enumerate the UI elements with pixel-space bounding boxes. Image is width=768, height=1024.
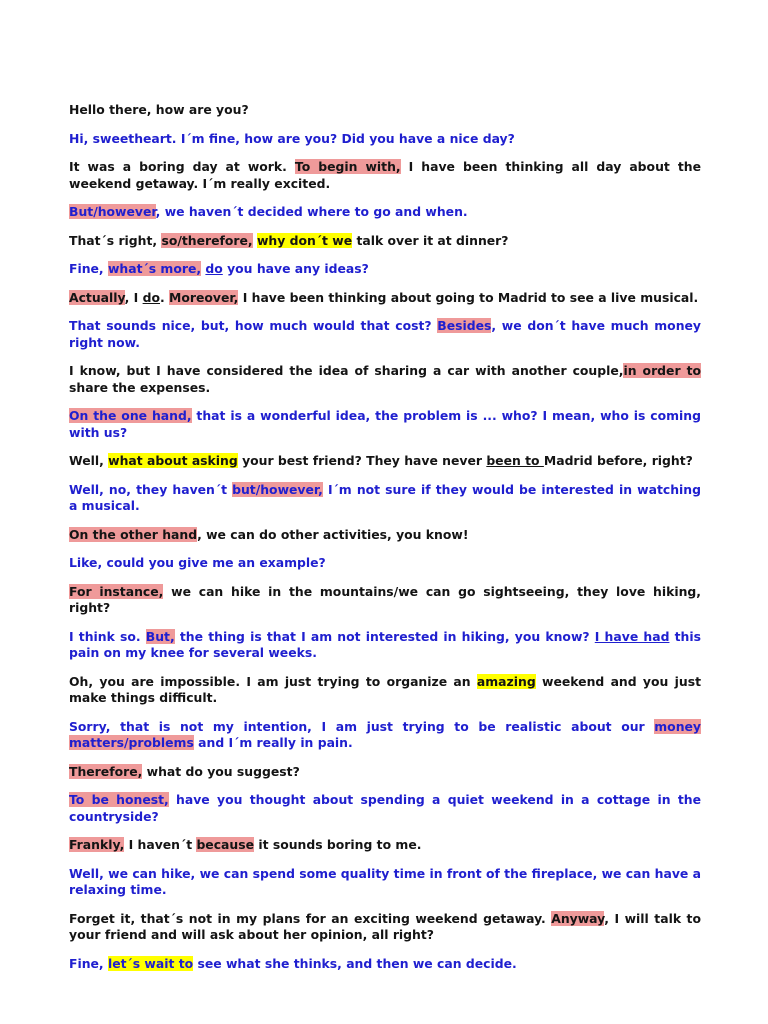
text-run: and I´m really in pain. — [193, 735, 353, 750]
dialogue-line-3-speaker-a — [69, 159, 701, 192]
highlighted-connector: To be honest, — [69, 792, 169, 807]
text-run: That´s right, — [69, 232, 162, 248]
dialogue-line-24-speaker-b — [69, 956, 701, 973]
highlighted-connector: because — [196, 837, 255, 852]
text-run: what do you suggest? — [142, 763, 300, 779]
highlighted-connector: but/however, — [232, 481, 323, 497]
text-run: It was a boring day at work. — [69, 159, 295, 174]
dialogue-line-19-speaker-a — [69, 764, 701, 781]
text-run: the thing is that I am not interested in hiking, you know? — [174, 628, 595, 644]
dialogue-line-14-speaker-b — [69, 555, 701, 572]
highlighted-connector: For instance, — [69, 583, 164, 599]
text-run: Well, — [69, 453, 109, 468]
highlighted-connector: in order to — [623, 363, 702, 378]
text-run: Madrid before, right? — [543, 453, 693, 468]
highlighted-connector: On the one hand, — [69, 408, 192, 423]
dialogue-line-15-speaker-a — [69, 584, 701, 617]
dialogue-line-7-speaker-a — [69, 290, 701, 307]
text-run: you have any ideas? — [222, 261, 369, 276]
dialogue-line-9-speaker-a — [69, 363, 701, 396]
dialogue-body — [69, 102, 701, 984]
highlighted-connector: Besides — [437, 318, 492, 333]
text-run: see what she thinks, and then we can decide. — [193, 955, 517, 971]
text-run: it sounds boring to me. — [254, 837, 422, 852]
text-run: share the expenses. — [69, 379, 211, 395]
highlighted-connector: amazing — [476, 673, 536, 689]
highlighted-connector: Actually — [69, 289, 125, 305]
highlighted-connector: Anyway — [551, 910, 605, 926]
underlined-phrase: do — [142, 289, 160, 305]
dialogue-line-18-speaker-b — [69, 719, 701, 752]
underlined-phrase: I have had — [594, 628, 670, 644]
text-run: Sorry, that is not my intention, I am just trying to be realistic about our — [69, 718, 655, 734]
dialogue-line-13-speaker-a — [69, 527, 701, 544]
text-run: we can hike in the mountains/we can go sightseeing, they love hiking, right? — [69, 583, 702, 615]
dialogue-line-12-speaker-b — [69, 482, 701, 515]
text-run: I know, but I have considered the idea of sharing a car with another couple, — [69, 363, 624, 378]
highlighted-connector: so/therefore, — [161, 232, 253, 248]
highlighted-connector: Moreover, — [169, 289, 239, 305]
dialogue-line-16-speaker-b — [69, 629, 701, 662]
text-run: I have been thinking all day about the weekend getaway. I´m really excited. — [69, 159, 701, 191]
text-run: that is a wonderful idea, the problem is ... who? I mean, who is coming with us? — [69, 408, 701, 440]
text-run: I think so. — [69, 628, 146, 644]
text-run: have you thought about spending a quiet weekend in a cottage in the countryside? — [69, 792, 701, 824]
text-run: , I — [124, 289, 143, 305]
text-run: Fine, — [69, 955, 108, 971]
dialogue-line-5-speaker-a — [69, 233, 701, 250]
dialogue-line-4-speaker-b — [69, 204, 701, 221]
highlighted-connector: why don´t we — [256, 232, 353, 248]
text-run: , we haven´t decided where to go and when. — [155, 204, 468, 219]
dialogue-line-11-speaker-a — [69, 453, 701, 470]
highlighted-connector: But, — [145, 628, 175, 644]
dialogue-line-17-speaker-a — [69, 674, 701, 707]
text-run: your best friend? They have never — [237, 453, 487, 468]
highlighted-connector: money matters/problems — [69, 718, 701, 750]
text-run: I haven´t — [124, 837, 197, 852]
text-run: Oh, you are impossible. I am just trying to organize an — [69, 673, 477, 689]
dialogue-line-2-speaker-b — [69, 131, 701, 148]
text-run: , I will talk to your friend and will ask about her opinion, all right? — [69, 910, 701, 942]
highlighted-connector: On the other hand — [69, 526, 198, 542]
text-run: Fine, — [69, 261, 108, 276]
highlighted-connector: But/however — [69, 204, 156, 219]
highlighted-connector: what´s more, — [107, 261, 202, 276]
highlighted-connector: Therefore, — [69, 763, 143, 779]
text-run: , we don´t have much money right now. — [69, 318, 701, 350]
text-run: Forget it, that´s not in my plans for an exciting weekend getaway. — [69, 910, 552, 926]
underlined-phrase: been to — [486, 453, 544, 468]
highlighted-connector: Frankly, — [69, 837, 125, 852]
highlighted-connector: let´s wait to — [107, 955, 194, 971]
text-run: I have been thinking about going to Madrid to see a live musical. — [238, 289, 699, 305]
text-run: Like, could you give me an example? — [69, 555, 326, 570]
text-run: Well, no, they haven´t — [69, 481, 233, 497]
dialogue-line-23-speaker-a — [69, 911, 701, 944]
dialogue-line-20-speaker-b — [69, 792, 701, 825]
text-run: this pain on my knee for several weeks. — [69, 628, 701, 660]
highlighted-connector: To begin with, — [294, 159, 401, 174]
text-run: , we can do other activities, you know! — [197, 526, 469, 542]
dialogue-line-10-speaker-b — [69, 408, 701, 441]
text-run: weekend and you just make things difficult. — [69, 673, 702, 705]
text-run: . — [160, 289, 170, 305]
text-run: talk over it at dinner? — [352, 232, 509, 248]
dialogue-line-22-speaker-b — [69, 866, 701, 899]
underlined-phrase: do — [205, 261, 223, 276]
dialogue-line-8-speaker-b — [69, 318, 701, 351]
highlighted-connector: what about asking — [108, 453, 238, 468]
dialogue-line-1-speaker-a — [69, 102, 701, 119]
dialogue-line-6-speaker-b — [69, 261, 701, 278]
text-run: That sounds nice, but, how much would that cost? — [69, 318, 438, 333]
dialogue-line-21-speaker-a — [69, 837, 701, 854]
text-run: I´m not sure if they would be interested in watching a musical. — [69, 481, 701, 513]
text-run: Hi, sweetheart. I´m fine, how are you? Did you have a nice day? — [69, 130, 515, 146]
text-run: Well, we can hike, we can spend some quality time in front of the fireplace, we can have a relaxing time. — [69, 865, 701, 897]
text-run: Hello there, how are you? — [69, 102, 249, 117]
